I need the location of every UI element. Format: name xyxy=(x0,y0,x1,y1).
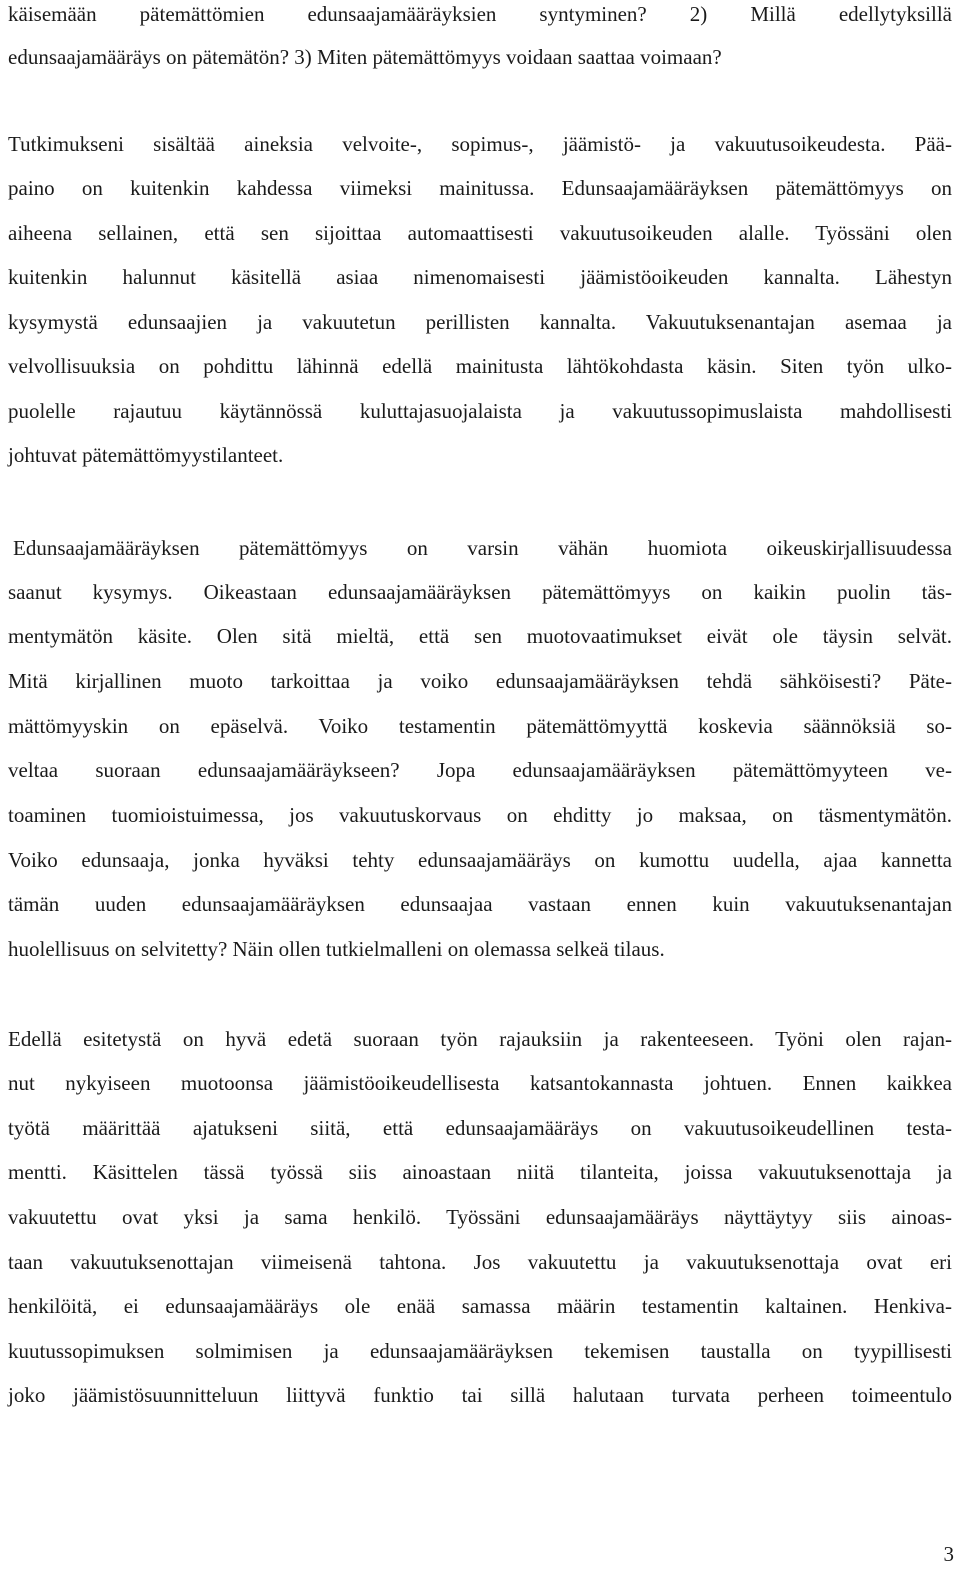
paragraph-4-line-6: taan vakuutuksenottajan viimeisenä tahtona. Jos vakuutettu ja vakuutuksenottaja ovat eri xyxy=(8,1250,952,1274)
paragraph-2-line-3: aiheena sellainen, että sen sijoittaa automaattisesti vakuutusoikeuden alalle. Työssäni olen xyxy=(8,221,952,245)
paragraph-2-line-1: Tutkimukseni sisältää aineksia velvoite-, sopimus-, jäämistö- ja vakuutusoikeudesta. Pää- xyxy=(8,132,952,156)
paragraph-4-line-3: työtä määrittää ajatukseni siitä, että edunsaajamääräys on vakuutusoikeudellinen testa- xyxy=(8,1116,952,1140)
paragraph-2-line-6: velvollisuuksia on pohdittu lähinnä edellä mainitusta lähtökohdasta käsin. Siten työn ulko- xyxy=(8,354,952,378)
paragraph-2-line-2: paino on kuitenkin kahdessa viimeksi mainitussa. Edunsaajamääräyksen pätemättömyys on xyxy=(8,176,952,200)
paragraph-2-line-8: johtuvat pätemättömyystilanteet. xyxy=(8,443,284,467)
paragraph-3-line-7: toaminen tuomioistuimessa, jos vakuutuskorvaus on ehditty jo maksaa, on täsmentymätön. xyxy=(8,803,952,827)
paragraph-3-line-8: Voiko edunsaaja, jonka hyväksi tehty edunsaajamääräys on kumottu uudella, ajaa kannetta xyxy=(8,848,952,872)
paragraph-3-line-6: veltaa suoraan edunsaajamääräykseen? Jopa edunsaajamääräyksen pätemättömyyteen ve- xyxy=(8,758,952,782)
paragraph-2-line-4: kuitenkin halunnut käsitellä asiaa nimenomaisesti jäämistöoikeuden kannalta. Lähestyn xyxy=(8,265,952,289)
page-number: 3 xyxy=(943,1542,954,1566)
paragraph-4-line-7: henkilöitä, ei edunsaajamääräys ole enää samassa määrin testamentin kaltainen. Henkiva- xyxy=(8,1294,952,1318)
paragraph-4-line-5: vakuutettu ovat yksi ja sama henkilö. Työssäni edunsaajamääräys näyttäytyy siis ainoas- xyxy=(8,1205,952,1229)
paragraph-1-line-1: käisemään pätemättömien edunsaajamääräyksien syntyminen? 2) Millä edellytyksillä xyxy=(8,2,952,26)
paragraph-2-line-5: kysymystä edunsaajien ja vakuutetun perillisten kannalta. Vakuutuksenantajan asemaa ja xyxy=(8,310,952,334)
paragraph-3-line-5: mättömyyskin on epäselvä. Voiko testamentin pätemättömyyttä koskevia säännöksiä so- xyxy=(8,714,952,738)
paragraph-4-line-2: nut nykyiseen muotoonsa jäämistöoikeudellisesta katsantokannasta johtuen. Ennen kaikkea xyxy=(8,1071,952,1095)
paragraph-3-line-10: huolellisuus on selvitetty? Näin ollen tutkielmalleni on olemassa selkeä tilaus. xyxy=(8,937,665,961)
paragraph-3-line-1: Edunsaajamääräyksen pätemättömyys on varsin vähän huomiota oikeuskirjallisuudessa xyxy=(13,536,952,560)
paragraph-2-line-7: puolelle rajautuu käytännössä kuluttajasuojalaista ja vakuutussopimuslaista mahdollisesti xyxy=(8,399,952,423)
paragraph-4-line-4: mentti. Käsittelen tässä työssä siis ainoastaan niitä tilanteita, joissa vakuutuksenottaja ja xyxy=(8,1160,952,1184)
paragraph-3-line-2: saanut kysymys. Oikeastaan edunsaajamääräyksen pätemättömyys on kaikin puolin täs- xyxy=(8,580,952,604)
paragraph-3-line-3: mentymätön käsite. Olen sitä mieltä, että sen muotovaatimukset eivät ole täysin selvät. xyxy=(8,624,952,648)
paragraph-4-line-9: joko jäämistösuunnitteluun liittyvä funktio tai sillä halutaan turvata perheen toimeentulo xyxy=(8,1383,952,1407)
paragraph-3-line-9: tämän uuden edunsaajamääräyksen edunsaajaa vastaan ennen kuin vakuutuksenantajan xyxy=(8,892,952,916)
paragraph-4-line-8: kuutussopimuksen solmimisen ja edunsaajamääräyksen tekemisen taustalla on tyypillisesti xyxy=(8,1339,952,1363)
paragraph-4-line-1: Edellä esitetystä on hyvä edetä suoraan työn rajauksiin ja rakenteeseen. Työni olen rajan- xyxy=(8,1027,952,1051)
paragraph-1-line-2: edunsaajamääräys on pätemätön? 3) Miten pätemättömyys voidaan saattaa voimaan? xyxy=(8,45,722,69)
paragraph-3-line-4: Mitä kirjallinen muoto tarkoittaa ja voiko edunsaajamääräyksen tehdä sähköisesti? Päte- xyxy=(8,669,952,693)
